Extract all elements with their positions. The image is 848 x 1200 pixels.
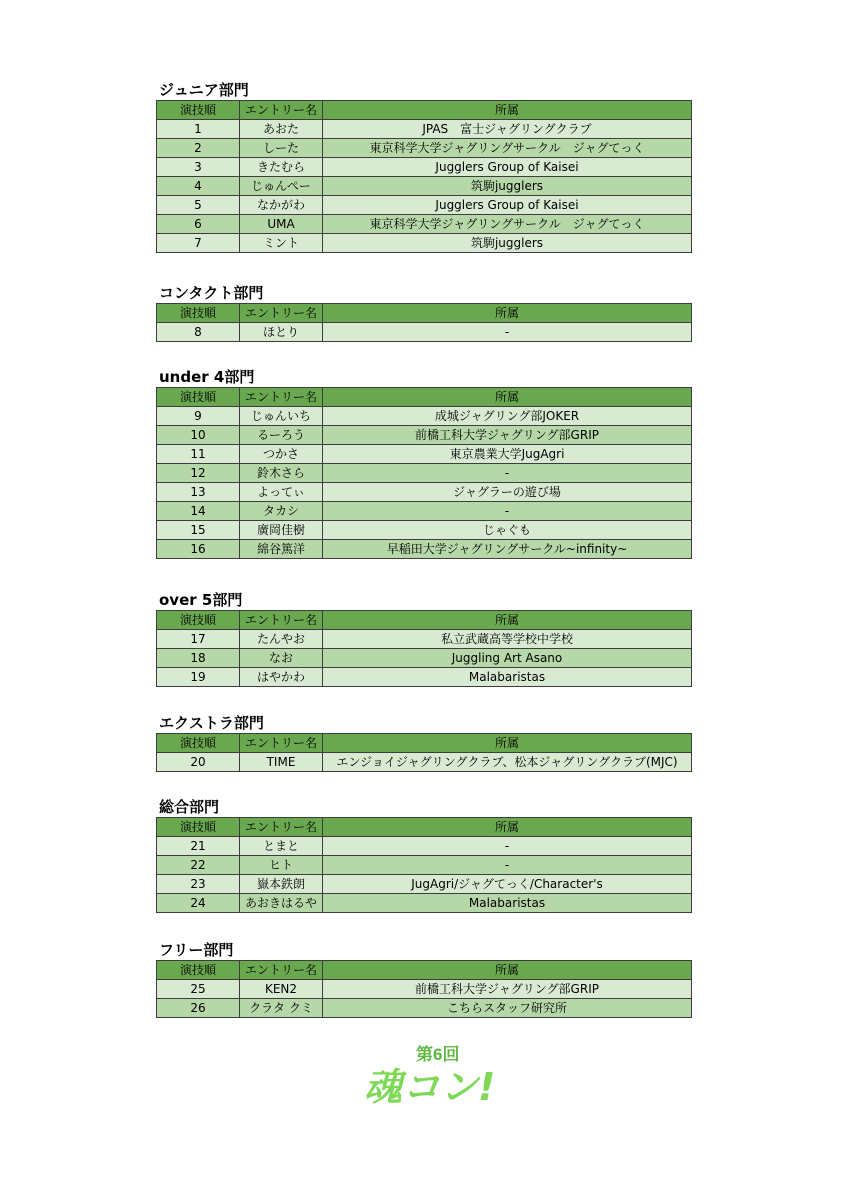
entry-name-cell: ほとり — [240, 323, 323, 342]
affiliation-cell: - — [323, 837, 692, 856]
entry-name-cell: じゅんぺー — [240, 177, 323, 196]
section-junior — [156, 80, 691, 253]
header-affiliation: 所属 — [323, 734, 692, 753]
entry-name-cell: 嶽本鉄朗 — [240, 875, 323, 894]
entry-name-cell: TIME — [240, 753, 323, 772]
table-row — [157, 837, 692, 856]
table-header-row — [157, 818, 692, 837]
table-header-row — [157, 961, 692, 980]
table-row — [157, 753, 692, 772]
order-cell: 3 — [157, 158, 240, 177]
affiliation-cell: エンジョイジャグリングクラブ、松本ジャグリングクラブ(MJC) — [323, 753, 692, 772]
entry-name-cell: KEN2 — [240, 980, 323, 999]
affiliation-cell: 前橋工科大学ジャグリング部GRIP — [323, 980, 692, 999]
logo-edition-text: 第6回 — [416, 1045, 460, 1064]
entry-name-cell: るーろう — [240, 426, 323, 445]
section-title: コンタクト部門 — [159, 284, 264, 302]
entry-name-cell: クラタ クミ — [240, 999, 323, 1018]
header-order: 演技順 — [157, 734, 240, 753]
header-entry-name: エントリー名 — [240, 101, 323, 120]
section-title: 総合部門 — [159, 798, 220, 816]
affiliation-cell: Jugglers Group of Kaisei — [323, 158, 692, 177]
entry-table — [156, 100, 692, 253]
header-order: 演技順 — [157, 388, 240, 407]
order-cell: 14 — [157, 502, 240, 521]
section-title: under 4部門 — [159, 368, 255, 386]
header-entry-name: エントリー名 — [240, 734, 323, 753]
table-row — [157, 177, 692, 196]
table-row — [157, 483, 692, 502]
event-logo — [360, 1040, 505, 1110]
logo-main-text: 魂コン! — [364, 1065, 496, 1109]
affiliation-cell: 東京農業大学JugAgri — [323, 445, 692, 464]
entry-table — [156, 610, 692, 687]
section-title: フリー部門 — [159, 941, 234, 959]
table-row — [157, 215, 692, 234]
entry-name-cell: とまと — [240, 837, 323, 856]
order-cell: 13 — [157, 483, 240, 502]
entry-name-cell: なかがわ — [240, 196, 323, 215]
order-cell: 21 — [157, 837, 240, 856]
order-cell: 17 — [157, 630, 240, 649]
order-cell: 19 — [157, 668, 240, 687]
order-cell: 11 — [157, 445, 240, 464]
table-row — [157, 464, 692, 483]
header-affiliation: 所属 — [323, 611, 692, 630]
table-row — [157, 875, 692, 894]
table-header-row — [157, 101, 692, 120]
order-cell: 20 — [157, 753, 240, 772]
section-under4 — [156, 367, 691, 559]
order-cell: 4 — [157, 177, 240, 196]
affiliation-cell: - — [323, 323, 692, 342]
affiliation-cell: 成城ジャグリング部JOKER — [323, 407, 692, 426]
entry-table — [156, 387, 692, 559]
entry-name-cell: タカシ — [240, 502, 323, 521]
section-contact — [156, 283, 691, 342]
table-header-row — [157, 734, 692, 753]
entry-name-cell: ミント — [240, 234, 323, 253]
header-order: 演技順 — [157, 611, 240, 630]
affiliation-cell: じゃぐも — [323, 521, 692, 540]
table-row — [157, 234, 692, 253]
affiliation-cell: - — [323, 856, 692, 875]
header-order: 演技順 — [157, 961, 240, 980]
table-header-row — [157, 611, 692, 630]
affiliation-cell: 東京科学大学ジャグリングサークル ジャグてっく — [323, 215, 692, 234]
entry-name-cell: UMA — [240, 215, 323, 234]
table-row — [157, 521, 692, 540]
order-cell: 7 — [157, 234, 240, 253]
affiliation-cell: こちらスタッフ研究所 — [323, 999, 692, 1018]
affiliation-cell: 前橋工科大学ジャグリング部GRIP — [323, 426, 692, 445]
table-row — [157, 668, 692, 687]
table-row — [157, 158, 692, 177]
table-row — [157, 196, 692, 215]
section-extra — [156, 713, 691, 772]
entry-table — [156, 733, 692, 772]
table-row — [157, 630, 692, 649]
order-cell: 24 — [157, 894, 240, 913]
entry-name-cell: なお — [240, 649, 323, 668]
affiliation-cell: - — [323, 464, 692, 483]
header-affiliation: 所属 — [323, 818, 692, 837]
order-cell: 8 — [157, 323, 240, 342]
header-entry-name: エントリー名 — [240, 818, 323, 837]
entry-name-cell: たんやお — [240, 630, 323, 649]
affiliation-cell: 東京科学大学ジャグリングサークル ジャグてっく — [323, 139, 692, 158]
table-row — [157, 649, 692, 668]
header-entry-name: エントリー名 — [240, 611, 323, 630]
order-cell: 12 — [157, 464, 240, 483]
order-cell: 9 — [157, 407, 240, 426]
header-entry-name: エントリー名 — [240, 961, 323, 980]
affiliation-cell: ジャグラーの遊び場 — [323, 483, 692, 502]
order-cell: 25 — [157, 980, 240, 999]
table-header-row — [157, 388, 692, 407]
table-row — [157, 540, 692, 559]
entry-name-cell: はやかわ — [240, 668, 323, 687]
entry-name-cell: 廣岡佳樹 — [240, 521, 323, 540]
header-affiliation: 所属 — [323, 961, 692, 980]
order-cell: 1 — [157, 120, 240, 139]
header-affiliation: 所属 — [323, 304, 692, 323]
table-row — [157, 120, 692, 139]
header-entry-name: エントリー名 — [240, 304, 323, 323]
entry-name-cell: あおた — [240, 120, 323, 139]
affiliation-cell: 筑駒jugglers — [323, 234, 692, 253]
order-cell: 22 — [157, 856, 240, 875]
header-affiliation: 所属 — [323, 101, 692, 120]
order-cell: 26 — [157, 999, 240, 1018]
section-title: エクストラ部門 — [159, 714, 264, 732]
entry-name-cell: きたむら — [240, 158, 323, 177]
section-over5 — [156, 590, 691, 687]
affiliation-cell: JPAS 富士ジャグリングクラブ — [323, 120, 692, 139]
table-row — [157, 980, 692, 999]
entry-name-cell: あおきはるや — [240, 894, 323, 913]
order-cell: 23 — [157, 875, 240, 894]
entry-name-cell: しーた — [240, 139, 323, 158]
header-order: 演技順 — [157, 101, 240, 120]
table-header-row — [157, 304, 692, 323]
section-title: over 5部門 — [159, 591, 243, 609]
section-title: ジュニア部門 — [159, 81, 249, 99]
affiliation-cell: Jugglers Group of Kaisei — [323, 196, 692, 215]
entry-name-cell: じゅんいち — [240, 407, 323, 426]
section-overall — [156, 797, 691, 913]
table-row — [157, 426, 692, 445]
table-row — [157, 999, 692, 1018]
section-free — [156, 940, 691, 1018]
entry-table — [156, 960, 692, 1018]
table-row — [157, 139, 692, 158]
order-cell: 2 — [157, 139, 240, 158]
order-cell: 18 — [157, 649, 240, 668]
entry-table — [156, 303, 692, 342]
header-order: 演技順 — [157, 304, 240, 323]
header-affiliation: 所属 — [323, 388, 692, 407]
entry-name-cell: よってぃ — [240, 483, 323, 502]
affiliation-cell: Malabaristas — [323, 894, 692, 913]
affiliation-cell: 早稲田大学ジャグリングサークル~infinity~ — [323, 540, 692, 559]
entry-name-cell: つかさ — [240, 445, 323, 464]
table-row — [157, 323, 692, 342]
order-cell: 15 — [157, 521, 240, 540]
entry-name-cell: ヒト — [240, 856, 323, 875]
affiliation-cell: 筑駒jugglers — [323, 177, 692, 196]
order-cell: 10 — [157, 426, 240, 445]
entry-name-cell: 綿谷篤洋 — [240, 540, 323, 559]
order-cell: 6 — [157, 215, 240, 234]
affiliation-cell: 私立武蔵高等学校中学校 — [323, 630, 692, 649]
affiliation-cell: Malabaristas — [323, 668, 692, 687]
table-row — [157, 407, 692, 426]
order-cell: 5 — [157, 196, 240, 215]
table-row — [157, 856, 692, 875]
header-entry-name: エントリー名 — [240, 388, 323, 407]
table-row — [157, 445, 692, 464]
header-order: 演技順 — [157, 818, 240, 837]
table-row — [157, 894, 692, 913]
entry-name-cell: 鈴木さら — [240, 464, 323, 483]
affiliation-cell: - — [323, 502, 692, 521]
table-row — [157, 502, 692, 521]
entry-table — [156, 817, 692, 913]
affiliation-cell: Juggling Art Asano — [323, 649, 692, 668]
affiliation-cell: JugAgri/ジャグてっく/Character's — [323, 875, 692, 894]
order-cell: 16 — [157, 540, 240, 559]
